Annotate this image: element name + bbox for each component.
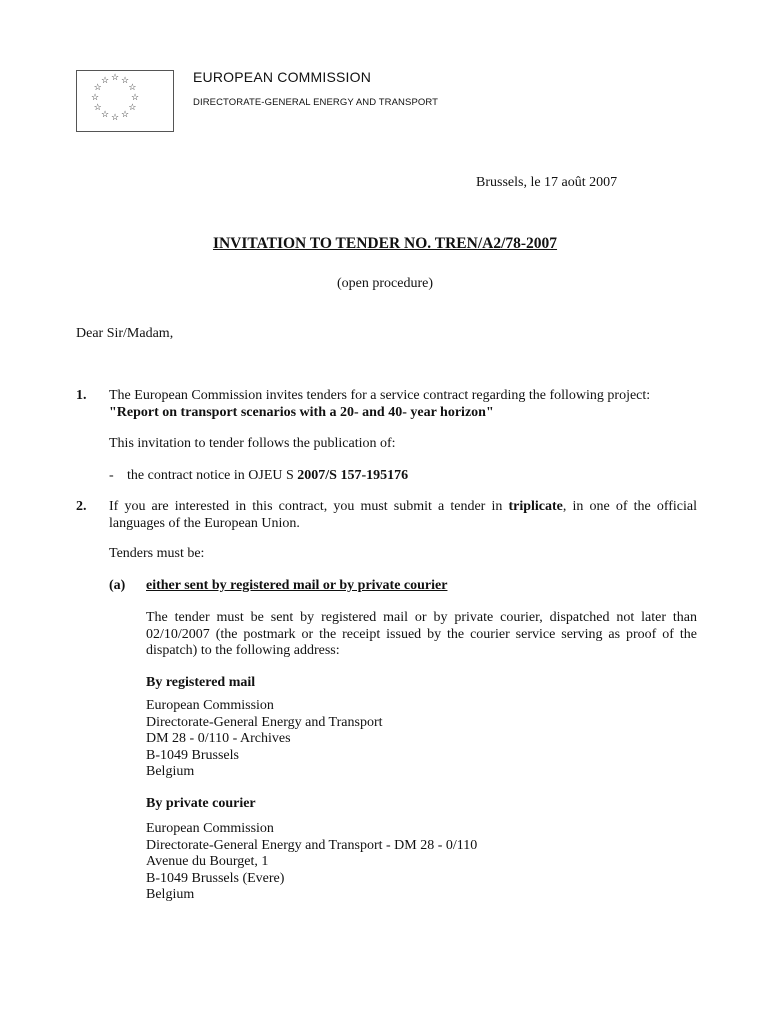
address-line: Directorate-General Energy and Transport - DM 28 - 0/110 <box>146 837 478 853</box>
star-icon: ☆ <box>121 74 130 85</box>
star-icon: ☆ <box>101 109 110 120</box>
salutation: Dear Sir/Madam, <box>76 326 174 341</box>
section-2-text <box>109 499 697 532</box>
section-1-number: 1. <box>76 388 87 403</box>
sub-a-heading: either sent by registered mail or by private courier <box>146 578 448 593</box>
section-1-intro: The European Commission invites tenders for a service contract regarding the following project: <box>109 388 651 403</box>
star-icon: ☆ <box>101 74 110 85</box>
star-icon: ☆ <box>131 92 140 102</box>
private-courier-address <box>146 821 477 904</box>
star-icon: ☆ <box>128 82 137 92</box>
notice-reference: 2007/S 157-195176 <box>297 468 409 483</box>
registered-mail-heading: By registered mail <box>146 675 256 690</box>
section-1-notice <box>127 468 408 485</box>
registered-mail-address <box>146 698 383 781</box>
address-line: B-1049 Brussels <box>146 747 239 763</box>
directorate-name: DIRECTORATE-GENERAL ENERGY AND TRANSPORT <box>193 97 439 108</box>
section-1-project: "Report on transport scenarios with a 20- and 40- year horizon" <box>109 405 494 420</box>
section-1-follows: This invitation to tender follows the publication of: <box>109 436 396 451</box>
section-1-notice-dash: - <box>109 468 114 483</box>
page-title: INVITATION TO TENDER NO. TREN/A2/78-2007 <box>212 235 558 252</box>
address-line: Belgium <box>146 887 195 902</box>
address-line: Avenue du Bourget, 1 <box>146 854 269 869</box>
sub-a-body: The tender must be sent by registered mail or by private courier, dispatched not later than 02/10/2007 (the postmark or the receipt issued by the courier service serving as proof of the dispatch) to the following address: <box>146 610 697 658</box>
star-icon: ☆ <box>93 82 102 92</box>
private-courier-heading: By private courier <box>146 796 256 811</box>
address-line: European Commission <box>146 821 274 836</box>
notice-text: the contract notice in OJEU S <box>127 468 298 483</box>
star-icon: ☆ <box>93 102 102 112</box>
section-2-text-bold: triplicate <box>508 499 563 514</box>
section-2-number: 2. <box>76 499 87 514</box>
section-2-text-before: If you are interested in this contract, you must submit a tender in <box>109 499 509 514</box>
star-icon: ☆ <box>111 72 120 82</box>
section-2-text-after: , in one of the official languages of the European Union. <box>109 499 697 531</box>
address-line: European Commission <box>146 698 274 713</box>
sub-a-label: (a) <box>109 578 126 593</box>
eu-stars-flag-icon <box>76 70 174 132</box>
address-line: Belgium <box>146 764 195 779</box>
tenders-must-be: Tenders must be: <box>109 546 205 561</box>
star-icon: ☆ <box>121 109 130 120</box>
place-date: Brussels, le 17 août 2007 <box>476 175 618 190</box>
address-line: Directorate-General Energy and Transport <box>146 714 383 730</box>
page-subtitle: (open procedure) <box>336 276 433 291</box>
organisation-name: EUROPEAN COMMISSION <box>193 69 372 85</box>
star-icon: ☆ <box>111 112 120 122</box>
address-line: DM 28 - 0/110 - Archives <box>146 731 291 746</box>
star-icon: ☆ <box>91 92 100 102</box>
star-icon: ☆ <box>128 102 137 112</box>
address-line: B-1049 Brussels (Evere) <box>146 870 285 886</box>
